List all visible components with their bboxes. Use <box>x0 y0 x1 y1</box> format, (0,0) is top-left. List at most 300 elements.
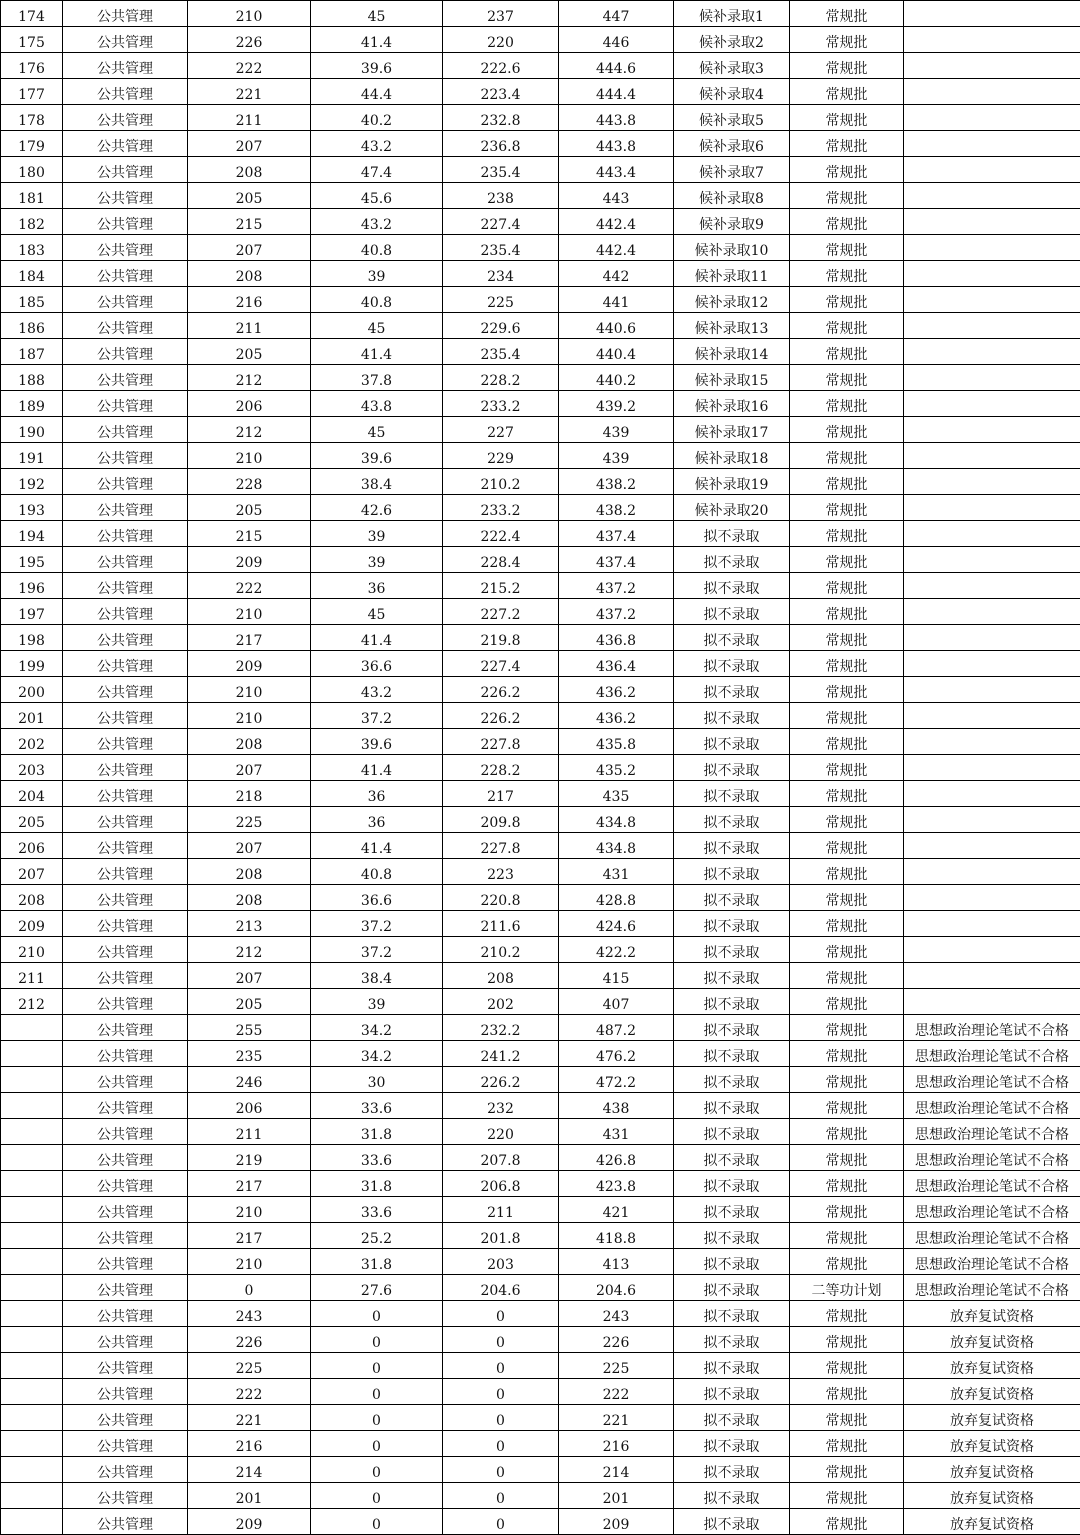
total-score-cell: 439 <box>559 417 674 443</box>
total-score-cell: 407 <box>559 989 674 1015</box>
retest-score-cell: 0 <box>443 1301 559 1327</box>
remark-cell <box>904 495 1080 521</box>
row-number-cell <box>1 1275 63 1301</box>
total-score-cell: 435.2 <box>559 755 674 781</box>
major-cell: 公共管理 <box>63 131 188 157</box>
retest-score-cell: 0 <box>443 1405 559 1431</box>
batch-cell: 常规批 <box>790 495 904 521</box>
row-number-cell: 202 <box>1 729 63 755</box>
remark-cell: 思想政治理论笔试不合格 <box>904 1223 1080 1249</box>
batch-cell: 常规批 <box>790 235 904 261</box>
major-cell: 公共管理 <box>63 1379 188 1405</box>
row-number-cell: 204 <box>1 781 63 807</box>
admission-status-cell: 候补录取12 <box>674 287 790 313</box>
row-number-cell <box>1 1015 63 1041</box>
interview-score-cell: 42.6 <box>311 495 443 521</box>
batch-cell: 常规批 <box>790 1379 904 1405</box>
table-row <box>1 495 1080 521</box>
table-row <box>1 53 1080 79</box>
row-number-cell <box>1 1119 63 1145</box>
interview-score-cell: 43.8 <box>311 391 443 417</box>
retest-score-cell: 0 <box>443 1353 559 1379</box>
retest-score-cell: 222.4 <box>443 521 559 547</box>
written-score-cell: 207 <box>188 963 311 989</box>
total-score-cell: 436.8 <box>559 625 674 651</box>
batch-cell: 常规批 <box>790 599 904 625</box>
major-cell: 公共管理 <box>63 1405 188 1431</box>
retest-score-cell: 220 <box>443 1119 559 1145</box>
admission-status-cell: 候补录取19 <box>674 469 790 495</box>
retest-score-cell: 227.4 <box>443 651 559 677</box>
remark-cell: 放弃复试资格 <box>904 1509 1080 1535</box>
batch-cell: 常规批 <box>790 677 904 703</box>
admission-status-cell: 拟不录取 <box>674 911 790 937</box>
major-cell: 公共管理 <box>63 599 188 625</box>
major-cell: 公共管理 <box>63 261 188 287</box>
interview-score-cell: 36 <box>311 781 443 807</box>
table-row <box>1 157 1080 183</box>
major-cell: 公共管理 <box>63 469 188 495</box>
total-score-cell: 415 <box>559 963 674 989</box>
written-score-cell: 210 <box>188 677 311 703</box>
table-row <box>1 1197 1080 1223</box>
major-cell: 公共管理 <box>63 781 188 807</box>
total-score-cell: 413 <box>559 1249 674 1275</box>
retest-score-cell: 204.6 <box>443 1275 559 1301</box>
interview-score-cell: 36 <box>311 573 443 599</box>
table-row <box>1 261 1080 287</box>
batch-cell: 常规批 <box>790 989 904 1015</box>
admission-status-cell: 候补录取5 <box>674 105 790 131</box>
table-row <box>1 1483 1080 1509</box>
written-score-cell: 213 <box>188 911 311 937</box>
remark-cell <box>904 625 1080 651</box>
major-cell: 公共管理 <box>63 911 188 937</box>
admission-status-cell: 拟不录取 <box>674 1249 790 1275</box>
batch-cell: 常规批 <box>790 1197 904 1223</box>
batch-cell: 常规批 <box>790 1405 904 1431</box>
remark-cell: 思想政治理论笔试不合格 <box>904 1145 1080 1171</box>
table-row <box>1 313 1080 339</box>
total-score-cell: 436.2 <box>559 703 674 729</box>
table-row <box>1 755 1080 781</box>
table-row <box>1 209 1080 235</box>
row-number-cell <box>1 1223 63 1249</box>
total-score-cell: 431 <box>559 1119 674 1145</box>
retest-score-cell: 0 <box>443 1509 559 1535</box>
major-cell: 公共管理 <box>63 729 188 755</box>
major-cell: 公共管理 <box>63 1067 188 1093</box>
remark-cell <box>904 1 1080 27</box>
interview-score-cell: 36.6 <box>311 885 443 911</box>
written-score-cell: 208 <box>188 261 311 287</box>
major-cell: 公共管理 <box>63 27 188 53</box>
admission-status-cell: 拟不录取 <box>674 599 790 625</box>
remark-cell <box>904 807 1080 833</box>
table-row <box>1 1301 1080 1327</box>
batch-cell: 常规批 <box>790 469 904 495</box>
retest-score-cell: 202 <box>443 989 559 1015</box>
table-row <box>1 105 1080 131</box>
retest-score-cell: 226.2 <box>443 1067 559 1093</box>
total-score-cell: 442.4 <box>559 235 674 261</box>
interview-score-cell: 0 <box>311 1483 443 1509</box>
major-cell: 公共管理 <box>63 1483 188 1509</box>
retest-score-cell: 217 <box>443 781 559 807</box>
table-row <box>1 911 1080 937</box>
total-score-cell: 441 <box>559 287 674 313</box>
admission-status-cell: 候补录取4 <box>674 79 790 105</box>
table-row <box>1 79 1080 105</box>
total-score-cell: 434.8 <box>559 807 674 833</box>
admission-status-cell: 拟不录取 <box>674 1067 790 1093</box>
major-cell: 公共管理 <box>63 1327 188 1353</box>
major-cell: 公共管理 <box>63 1275 188 1301</box>
major-cell: 公共管理 <box>63 989 188 1015</box>
row-number-cell: 200 <box>1 677 63 703</box>
interview-score-cell: 0 <box>311 1457 443 1483</box>
total-score-cell: 438.2 <box>559 495 674 521</box>
remark-cell: 思想政治理论笔试不合格 <box>904 1171 1080 1197</box>
major-cell: 公共管理 <box>63 807 188 833</box>
row-number-cell <box>1 1431 63 1457</box>
written-score-cell: 210 <box>188 443 311 469</box>
table-row <box>1 443 1080 469</box>
row-number-cell: 196 <box>1 573 63 599</box>
retest-score-cell: 237 <box>443 1 559 27</box>
batch-cell: 常规批 <box>790 27 904 53</box>
total-score-cell: 476.2 <box>559 1041 674 1067</box>
table-row <box>1 1431 1080 1457</box>
total-score-cell: 225 <box>559 1353 674 1379</box>
written-score-cell: 221 <box>188 79 311 105</box>
admission-status-cell: 拟不录取 <box>674 573 790 599</box>
written-score-cell: 216 <box>188 1431 311 1457</box>
remark-cell: 思想政治理论笔试不合格 <box>904 1015 1080 1041</box>
remark-cell <box>904 131 1080 157</box>
major-cell: 公共管理 <box>63 1145 188 1171</box>
interview-score-cell: 0 <box>311 1509 443 1535</box>
interview-score-cell: 38.4 <box>311 469 443 495</box>
admission-status-cell: 拟不录取 <box>674 703 790 729</box>
row-number-cell: 176 <box>1 53 63 79</box>
remark-cell: 放弃复试资格 <box>904 1431 1080 1457</box>
table-row <box>1 131 1080 157</box>
admission-status-cell: 候补录取17 <box>674 417 790 443</box>
written-score-cell: 209 <box>188 651 311 677</box>
admission-status-cell: 拟不录取 <box>674 1041 790 1067</box>
batch-cell: 常规批 <box>790 1431 904 1457</box>
retest-score-cell: 0 <box>443 1431 559 1457</box>
row-number-cell: 208 <box>1 885 63 911</box>
admission-status-cell: 拟不录取 <box>674 1223 790 1249</box>
remark-cell: 放弃复试资格 <box>904 1483 1080 1509</box>
row-number-cell: 177 <box>1 79 63 105</box>
written-score-cell: 212 <box>188 937 311 963</box>
batch-cell: 常规批 <box>790 911 904 937</box>
table-row <box>1 1093 1080 1119</box>
major-cell: 公共管理 <box>63 1431 188 1457</box>
batch-cell: 常规批 <box>790 287 904 313</box>
major-cell: 公共管理 <box>63 1301 188 1327</box>
retest-score-cell: 234 <box>443 261 559 287</box>
interview-score-cell: 34.2 <box>311 1041 443 1067</box>
written-score-cell: 0 <box>188 1275 311 1301</box>
table-row <box>1 1067 1080 1093</box>
remark-cell <box>904 261 1080 287</box>
retest-score-cell: 219.8 <box>443 625 559 651</box>
batch-cell: 常规批 <box>790 1 904 27</box>
batch-cell: 常规批 <box>790 339 904 365</box>
admission-status-cell: 拟不录取 <box>674 1093 790 1119</box>
interview-score-cell: 39 <box>311 261 443 287</box>
interview-score-cell: 45 <box>311 599 443 625</box>
major-cell: 公共管理 <box>63 1223 188 1249</box>
row-number-cell: 206 <box>1 833 63 859</box>
batch-cell: 常规批 <box>790 1353 904 1379</box>
admission-status-cell: 候补录取11 <box>674 261 790 287</box>
row-number-cell: 198 <box>1 625 63 651</box>
interview-score-cell: 33.6 <box>311 1145 443 1171</box>
total-score-cell: 436.4 <box>559 651 674 677</box>
remark-cell <box>904 157 1080 183</box>
retest-score-cell: 227.8 <box>443 833 559 859</box>
batch-cell: 常规批 <box>790 1223 904 1249</box>
row-number-cell: 184 <box>1 261 63 287</box>
row-number-cell <box>1 1067 63 1093</box>
batch-cell: 常规批 <box>790 547 904 573</box>
major-cell: 公共管理 <box>63 79 188 105</box>
batch-cell: 常规批 <box>790 1249 904 1275</box>
admission-status-cell: 拟不录取 <box>674 781 790 807</box>
major-cell: 公共管理 <box>63 443 188 469</box>
interview-score-cell: 0 <box>311 1379 443 1405</box>
written-score-cell: 209 <box>188 1509 311 1535</box>
admission-status-cell: 拟不录取 <box>674 937 790 963</box>
interview-score-cell: 31.8 <box>311 1119 443 1145</box>
table-row <box>1 1509 1080 1535</box>
admission-status-cell: 拟不录取 <box>674 521 790 547</box>
interview-score-cell: 0 <box>311 1405 443 1431</box>
admission-status-cell: 拟不录取 <box>674 755 790 781</box>
table-row <box>1 547 1080 573</box>
major-cell: 公共管理 <box>63 755 188 781</box>
written-score-cell: 219 <box>188 1145 311 1171</box>
table-row <box>1 833 1080 859</box>
batch-cell: 常规批 <box>790 1301 904 1327</box>
written-score-cell: 208 <box>188 885 311 911</box>
admission-status-cell: 候补录取6 <box>674 131 790 157</box>
retest-score-cell: 0 <box>443 1483 559 1509</box>
remark-cell <box>904 547 1080 573</box>
row-number-cell: 175 <box>1 27 63 53</box>
interview-score-cell: 39 <box>311 521 443 547</box>
admission-status-cell: 候补录取7 <box>674 157 790 183</box>
total-score-cell: 437.4 <box>559 547 674 573</box>
remark-cell <box>904 677 1080 703</box>
interview-score-cell: 43.2 <box>311 209 443 235</box>
written-score-cell: 208 <box>188 859 311 885</box>
table-row <box>1 573 1080 599</box>
admission-status-cell: 拟不录取 <box>674 1379 790 1405</box>
batch-cell: 常规批 <box>790 1015 904 1041</box>
total-score-cell: 438 <box>559 1093 674 1119</box>
retest-score-cell: 209.8 <box>443 807 559 833</box>
admission-status-cell: 拟不录取 <box>674 1145 790 1171</box>
major-cell: 公共管理 <box>63 287 188 313</box>
row-number-cell: 182 <box>1 209 63 235</box>
admission-status-cell: 拟不录取 <box>674 963 790 989</box>
retest-score-cell: 226.2 <box>443 677 559 703</box>
admission-status-cell: 候补录取20 <box>674 495 790 521</box>
table-row <box>1 417 1080 443</box>
major-cell: 公共管理 <box>63 53 188 79</box>
written-score-cell: 210 <box>188 1 311 27</box>
batch-cell: 常规批 <box>790 1119 904 1145</box>
batch-cell: 常规批 <box>790 625 904 651</box>
batch-cell: 常规批 <box>790 313 904 339</box>
written-score-cell: 212 <box>188 365 311 391</box>
row-number-cell <box>1 1301 63 1327</box>
written-score-cell: 225 <box>188 807 311 833</box>
retest-score-cell: 0 <box>443 1327 559 1353</box>
total-score-cell: 439 <box>559 443 674 469</box>
admission-status-cell: 候补录取16 <box>674 391 790 417</box>
table-row <box>1 1171 1080 1197</box>
row-number-cell <box>1 1041 63 1067</box>
retest-score-cell: 227.8 <box>443 729 559 755</box>
retest-score-cell: 207.8 <box>443 1145 559 1171</box>
total-score-cell: 447 <box>559 1 674 27</box>
remark-cell <box>904 235 1080 261</box>
interview-score-cell: 39.6 <box>311 53 443 79</box>
table-row <box>1 625 1080 651</box>
row-number-cell <box>1 1483 63 1509</box>
table-row <box>1 599 1080 625</box>
total-score-cell: 204.6 <box>559 1275 674 1301</box>
admission-status-cell: 拟不录取 <box>674 1275 790 1301</box>
interview-score-cell: 39 <box>311 547 443 573</box>
batch-cell: 常规批 <box>790 573 904 599</box>
interview-score-cell: 27.6 <box>311 1275 443 1301</box>
interview-score-cell: 44.4 <box>311 79 443 105</box>
table-row <box>1 287 1080 313</box>
written-score-cell: 206 <box>188 391 311 417</box>
written-score-cell: 207 <box>188 755 311 781</box>
retest-score-cell: 233.2 <box>443 391 559 417</box>
batch-cell: 常规批 <box>790 79 904 105</box>
batch-cell: 常规批 <box>790 755 904 781</box>
major-cell: 公共管理 <box>63 1457 188 1483</box>
batch-cell: 常规批 <box>790 781 904 807</box>
interview-score-cell: 40.8 <box>311 287 443 313</box>
retest-score-cell: 220 <box>443 27 559 53</box>
table-row <box>1 1041 1080 1067</box>
retest-score-cell: 210.2 <box>443 469 559 495</box>
interview-score-cell: 40.8 <box>311 859 443 885</box>
row-number-cell <box>1 1405 63 1431</box>
interview-score-cell: 39.6 <box>311 443 443 469</box>
retest-score-cell: 225 <box>443 287 559 313</box>
major-cell: 公共管理 <box>63 391 188 417</box>
remark-cell <box>904 53 1080 79</box>
written-score-cell: 210 <box>188 1197 311 1223</box>
row-number-cell: 190 <box>1 417 63 443</box>
major-cell: 公共管理 <box>63 495 188 521</box>
retest-score-cell: 211 <box>443 1197 559 1223</box>
written-score-cell: 246 <box>188 1067 311 1093</box>
interview-score-cell: 41.4 <box>311 625 443 651</box>
written-score-cell: 208 <box>188 729 311 755</box>
table-row <box>1 1327 1080 1353</box>
written-score-cell: 208 <box>188 157 311 183</box>
remark-cell <box>904 729 1080 755</box>
row-number-cell: 212 <box>1 989 63 1015</box>
row-number-cell: 210 <box>1 937 63 963</box>
batch-cell: 常规批 <box>790 1171 904 1197</box>
total-score-cell: 438.2 <box>559 469 674 495</box>
batch-cell: 常规批 <box>790 183 904 209</box>
remark-cell: 放弃复试资格 <box>904 1301 1080 1327</box>
remark-cell: 思想政治理论笔试不合格 <box>904 1067 1080 1093</box>
batch-cell: 常规批 <box>790 131 904 157</box>
major-cell: 公共管理 <box>63 1119 188 1145</box>
total-score-cell: 444.4 <box>559 79 674 105</box>
batch-cell: 常规批 <box>790 1093 904 1119</box>
written-score-cell: 212 <box>188 417 311 443</box>
total-score-cell: 443.8 <box>559 105 674 131</box>
total-score-cell: 434.8 <box>559 833 674 859</box>
written-score-cell: 210 <box>188 599 311 625</box>
total-score-cell: 444.6 <box>559 53 674 79</box>
total-score-cell: 221 <box>559 1405 674 1431</box>
row-number-cell <box>1 1353 63 1379</box>
admission-status-cell: 候补录取8 <box>674 183 790 209</box>
total-score-cell: 440.4 <box>559 339 674 365</box>
remark-cell <box>904 833 1080 859</box>
retest-score-cell: 233.2 <box>443 495 559 521</box>
remark-cell: 思想政治理论笔试不合格 <box>904 1041 1080 1067</box>
table-row <box>1 885 1080 911</box>
row-number-cell: 187 <box>1 339 63 365</box>
remark-cell: 思想政治理论笔试不合格 <box>904 1119 1080 1145</box>
table-row <box>1 1015 1080 1041</box>
admission-status-cell: 拟不录取 <box>674 547 790 573</box>
row-number-cell <box>1 1093 63 1119</box>
written-score-cell: 235 <box>188 1041 311 1067</box>
batch-cell: 常规批 <box>790 53 904 79</box>
batch-cell: 常规批 <box>790 105 904 131</box>
written-score-cell: 226 <box>188 1327 311 1353</box>
admission-status-cell: 拟不录取 <box>674 1015 790 1041</box>
interview-score-cell: 40.8 <box>311 235 443 261</box>
written-score-cell: 214 <box>188 1457 311 1483</box>
major-cell: 公共管理 <box>63 885 188 911</box>
batch-cell: 常规批 <box>790 1327 904 1353</box>
row-number-cell: 194 <box>1 521 63 547</box>
table-row <box>1 703 1080 729</box>
row-number-cell: 207 <box>1 859 63 885</box>
remark-cell: 放弃复试资格 <box>904 1379 1080 1405</box>
remark-cell <box>904 27 1080 53</box>
interview-score-cell: 0 <box>311 1327 443 1353</box>
admission-status-cell: 候补录取9 <box>674 209 790 235</box>
retest-score-cell: 211.6 <box>443 911 559 937</box>
written-score-cell: 205 <box>188 339 311 365</box>
table-row <box>1 963 1080 989</box>
batch-cell: 常规批 <box>790 1509 904 1535</box>
batch-cell: 常规批 <box>790 261 904 287</box>
